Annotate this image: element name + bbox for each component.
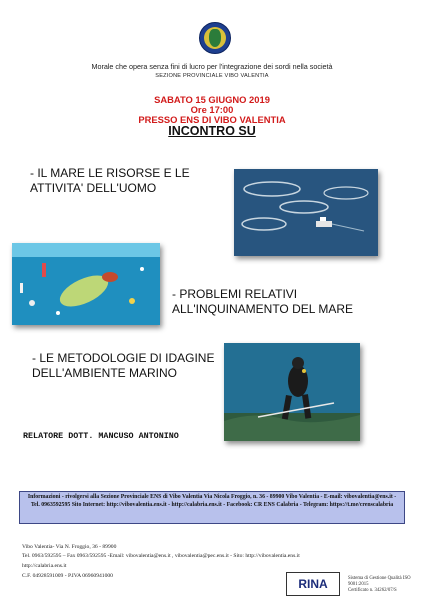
- diver-image: [224, 343, 360, 441]
- photo-diver: [224, 343, 360, 441]
- footer-address: Vibo Valentia- Via N. Froggio, 36 - 89900: [22, 544, 117, 550]
- certification-logo: RINA: [286, 572, 340, 596]
- footer-site-link[interactable]: http://calabria.ens.it: [22, 563, 67, 569]
- info-box: Informazioni - rivolgersi alla Sezione Provinciale ENS di Vibo Valentia Via Nicola Froggio, n. 36 - 89900 Vibo Valentia - E-mail: vibovalentia@ens.it - Tel. 0963592595 Sito Internet: http://vibovalentia.ens.it - http://calabria.ens.it - Facebook: CR ENS Calabria - Telegram: https://t.me/crenscalabria: [19, 491, 405, 524]
- certification-standard: Sistema di Gestione Qualità ISO 9001:2015: [348, 576, 411, 587]
- event-heading: INCONTRO SU: [168, 124, 256, 138]
- logo-mark: [209, 29, 221, 47]
- fish-farm-image: [234, 169, 378, 256]
- footer-tax-ids: C.F. 04928591009 - P.IVA 06960941000: [22, 573, 113, 579]
- certification-number: Certificato n. 34262/07/S: [348, 588, 397, 593]
- event-time: Ore 17:00: [190, 104, 234, 115]
- footer-contacts: Tel. 0963/592595 – Fax 0963/592595 -Email: vibovalentia@ens.it , vibovalentia@pec.ens.it - Sito: http://vibovalentia.ens.it: [22, 553, 300, 559]
- ens-logo: [199, 22, 231, 54]
- mission-statement: Morale che opera senza fini di lucro per l'integrazione dei sordi nella società: [91, 62, 333, 71]
- topic-marine-methods: - LE METODOLOGIE DI IDAGINE DELL'AMBIENTE MARINO: [32, 351, 215, 380]
- photo-fish-farm: [234, 169, 378, 256]
- event-place: PRESSO ENS DI VIBO VALENTIA: [138, 114, 286, 125]
- section-name: SEZIONE PROVINCIALE VIBO VALENTIA: [155, 73, 269, 79]
- pollution-image: [12, 243, 160, 325]
- certification-text: [348, 576, 418, 594]
- topic-sea-resources: - IL MARE LE RISORSE E LE ATTIVITA' DELL'UOMO: [30, 166, 190, 195]
- photo-plastic-pollution: [12, 243, 160, 325]
- event-date: SABATO 15 GIUGNO 2019: [154, 94, 270, 105]
- speaker-name: RELATORE DOTT. MANCUSO ANTONINO: [23, 431, 179, 441]
- topic-sea-pollution: - PROBLEMI RELATIVI ALL'INQUINAMENTO DEL MARE: [172, 287, 353, 316]
